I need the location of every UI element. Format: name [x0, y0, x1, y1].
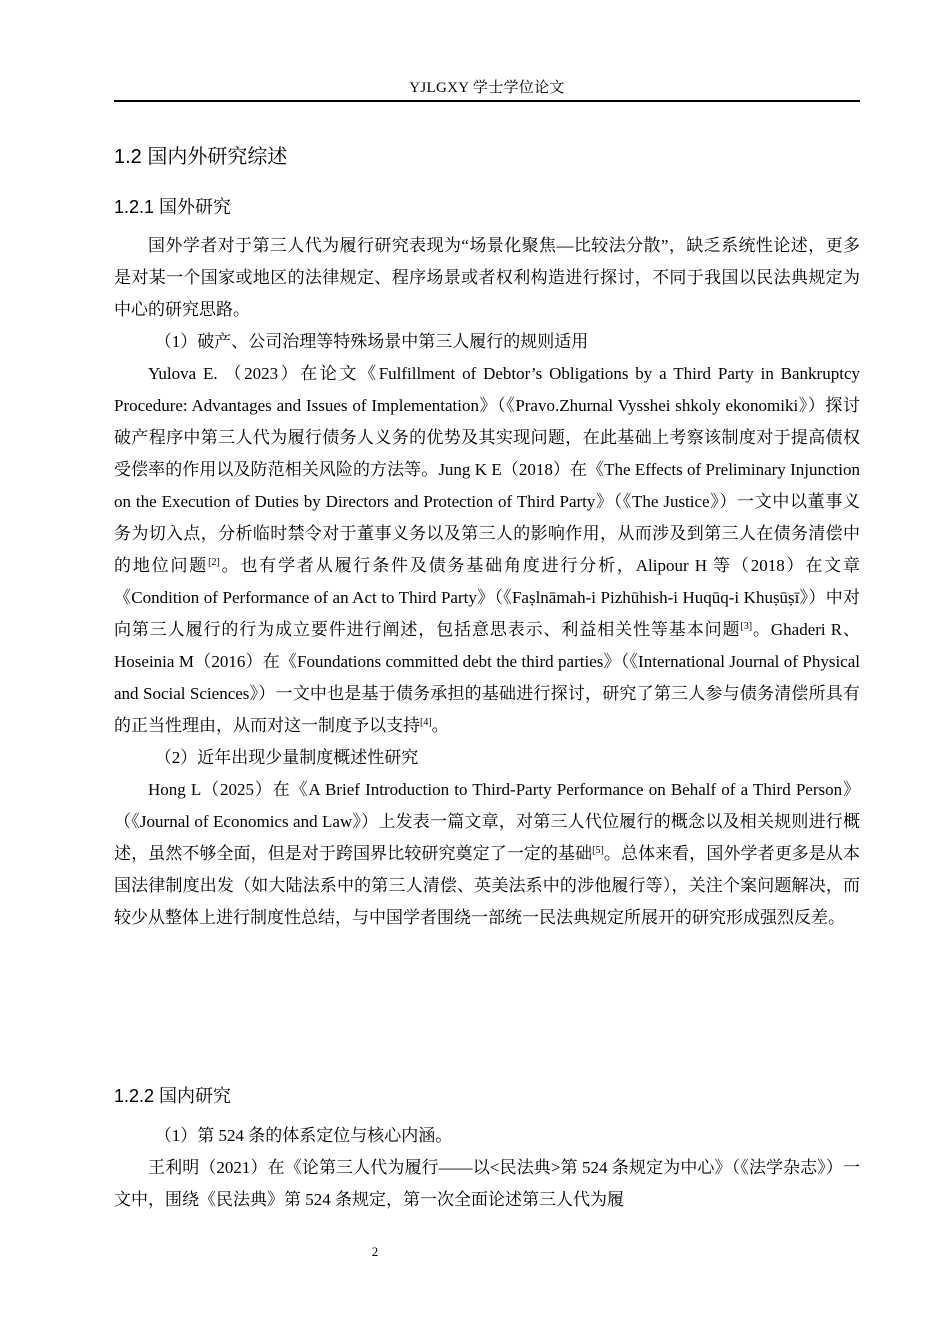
citation-marker: [4] — [420, 717, 432, 728]
section-heading: 1.2 国内外研究综述 — [114, 146, 288, 168]
list-item-heading: （2）近年出现少量制度概述性研究 — [154, 748, 419, 767]
subsection-heading-foreign: 1.2.1 国外研究 — [114, 197, 232, 217]
foreign-research-body — [114, 230, 860, 934]
page-number: 2 — [371, 1244, 379, 1259]
running-header: YJLGXY 学士学位论文 — [409, 80, 565, 96]
paragraph-text: 。总体来看，国外学者更多是从本国法律制度出发（如大陆法系中的第三人清偿、英美法系中的涉他履行等），关注个案问题解决，而较少从整体上进行制度性总结，与中国学者围绕一部统一民法典规定所展开的研究形成强烈反差。 — [114, 844, 861, 927]
domestic-research-body — [114, 1120, 860, 1216]
paragraph-text: 。也有学者从履行条件及债务基础角度进行分析，Alipour H 等（2018）在文章《Condition of Performance of an Act to Third Party》（《Faṣlnāmah-i Pizhūhish-i Huqūq-i Khuṣūṣī》）中对向第三人履行的行为成立要件进行阐述，包括意思表示、利益相关性等基本问题 — [114, 556, 860, 639]
paragraph-text: 。 — [431, 716, 449, 735]
citation-marker: [3] — [740, 621, 753, 632]
citation-marker: [5] — [592, 845, 604, 856]
paragraph: 国外学者对于第三人代为履行研究表现为“场景化聚焦—比较法分散”，缺乏系统性论述，更多是对某一个国家或地区的法律规定、程序场景或者权利构造进行探讨，不同于我国以民法典规定为中心的研究思路。 — [114, 236, 860, 319]
citation-marker: [2] — [208, 557, 220, 568]
paragraph — [114, 774, 860, 934]
paragraph — [114, 358, 860, 742]
paragraph-text: 。Ghaderi R、Hoseinia M（2016）在《Foundations committed debt the third parties》（《International Journal of Physical and Social Sciences》）一文中也是基于债务承担的基础进行探讨，研究了第三人参与债务清偿所具有的正当性理由，从而对这一制度予以支持 — [114, 620, 861, 735]
list-item-heading: （1）破产、公司治理等特殊场景中第三人履行的规则适用 — [154, 332, 589, 351]
paragraph-text: Yulova E. （2023）在论文《Fulfillment of Debtor’s Obligations by a Third Party in Bankruptcy Procedure: Advantages and Issues of Implementation》（《Pravo.Zhurnal Vysshei shkoly ekonomiki》）探讨破产程序中第三人代为履行债务人义务的优势及其实现问题，在此基础上考察该制度对于提高债权受偿率的作用以及防范相关风险的方法等。Jung K E（2018）在《The Effects of Preliminary Injunction on the Execution of Duties by Directors and Protection of Third Party》（《The Justice》）一文中以董事义务为切入点，分析临时禁令对于董事义务以及第三人的影响作用，从而涉及到第三人在债务清偿中的地位问题 — [114, 364, 860, 575]
paragraph-text: Hong L（2025）在《A Brief Introduction to Third-Party Performance on Behalf of a Third Person》（《Journal of Economics and Law》）上发表一篇文章，对第三人代位履行的概念以及相关规则进行概述，虽然不够全面，但是对于跨国界比较研究奠定了一定的基础 — [114, 780, 860, 863]
paragraph: 王利明（2021）在《论第三人代为履行——以<民法典>第 524 条规定为中心》（《法学杂志》）一文中，围绕《民法典》第 524 条规定，第一次全面论述第三人代为履 — [114, 1158, 860, 1209]
list-item-heading: （1）第 524 条的体系定位与核心内涵。 — [154, 1126, 453, 1145]
subsection-heading-domestic: 1.2.2 国内研究 — [114, 1086, 232, 1106]
header-divider — [114, 100, 860, 102]
